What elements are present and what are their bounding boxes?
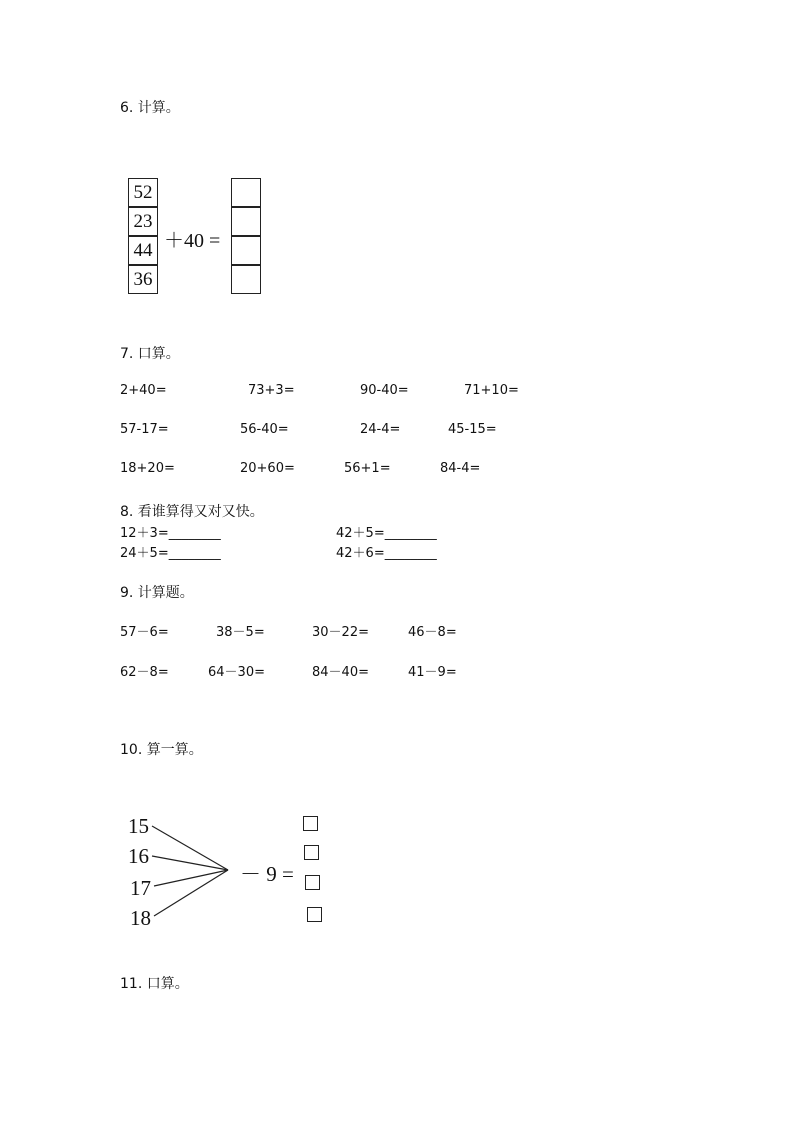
q10-answer-box[interactable]: [305, 875, 320, 890]
q7-expression: 45-15=: [448, 422, 497, 437]
q6-answer-box[interactable]: [231, 236, 261, 265]
q9-expression: 84－40=: [312, 665, 369, 680]
q10-title: 10. 算一算。: [120, 742, 203, 758]
q8-item: 42＋5=________: [336, 526, 437, 541]
q10-answer-box[interactable]: [303, 816, 318, 831]
q8-item: 42＋6=________: [336, 546, 437, 561]
q6-number-column: [128, 178, 158, 294]
q7-expression: 2+40=: [120, 383, 167, 398]
q9-expression: 30－22=: [312, 625, 369, 640]
q9-expression: 62－8=: [120, 665, 169, 680]
q9-expression: 38－5=: [216, 625, 265, 640]
q7-expression: 57-17=: [120, 422, 169, 437]
q9-expression: 46－8=: [408, 625, 457, 640]
q6-answer-box[interactable]: [231, 207, 261, 236]
q10-number: 17: [130, 876, 151, 900]
q7-expression: 73+3=: [248, 383, 295, 398]
q10-number: 16: [128, 844, 149, 868]
q6-title: 6. 计算。: [120, 100, 180, 116]
q7-title: 7. 口算。: [120, 346, 180, 362]
q6-column-cell: 44: [128, 236, 158, 265]
q6-operator: ＋40 =: [164, 230, 221, 252]
q8-item: 12＋3=________: [120, 526, 221, 541]
q10-operator: － 9 =: [240, 862, 294, 886]
q11-title: 11. 口算。: [120, 976, 189, 992]
q6-answer-box[interactable]: [231, 265, 261, 294]
q10-number: 15: [128, 814, 149, 838]
q8-title: 8. 看谁算得又对又快。: [120, 504, 264, 520]
q10-figure: [126, 810, 336, 934]
q6-answer-box[interactable]: [231, 178, 261, 207]
q9-title: 9. 计算题。: [120, 585, 194, 601]
q7-expression: 18+20=: [120, 461, 175, 476]
q7-expression: 56+1=: [344, 461, 391, 476]
q9-expression: 64－30=: [208, 665, 265, 680]
q6-figure: [128, 178, 268, 296]
q6-answer-column: [231, 178, 261, 294]
q7-expression: 56-40=: [240, 422, 289, 437]
q7-expression: 20+60=: [240, 461, 295, 476]
q10-number: 18: [130, 906, 151, 930]
q8-item: 24＋5=________: [120, 546, 221, 561]
q6-column-cell: 23: [128, 207, 158, 236]
q10-connector-line: [154, 870, 228, 886]
q7-expression: 71+10=: [464, 383, 519, 398]
q6-column-cell: 52: [128, 178, 158, 207]
q10-answer-box[interactable]: [307, 907, 322, 922]
q7-expression: 84-4=: [440, 461, 481, 476]
q7-expression: 24-4=: [360, 422, 401, 437]
q10-connector-line: [154, 870, 228, 916]
q9-expression: 41－9=: [408, 665, 457, 680]
q9-expression: 57－6=: [120, 625, 169, 640]
q6-column-cell: 36: [128, 265, 158, 294]
q10-answer-box[interactable]: [304, 845, 319, 860]
q7-expression: 90-40=: [360, 383, 409, 398]
